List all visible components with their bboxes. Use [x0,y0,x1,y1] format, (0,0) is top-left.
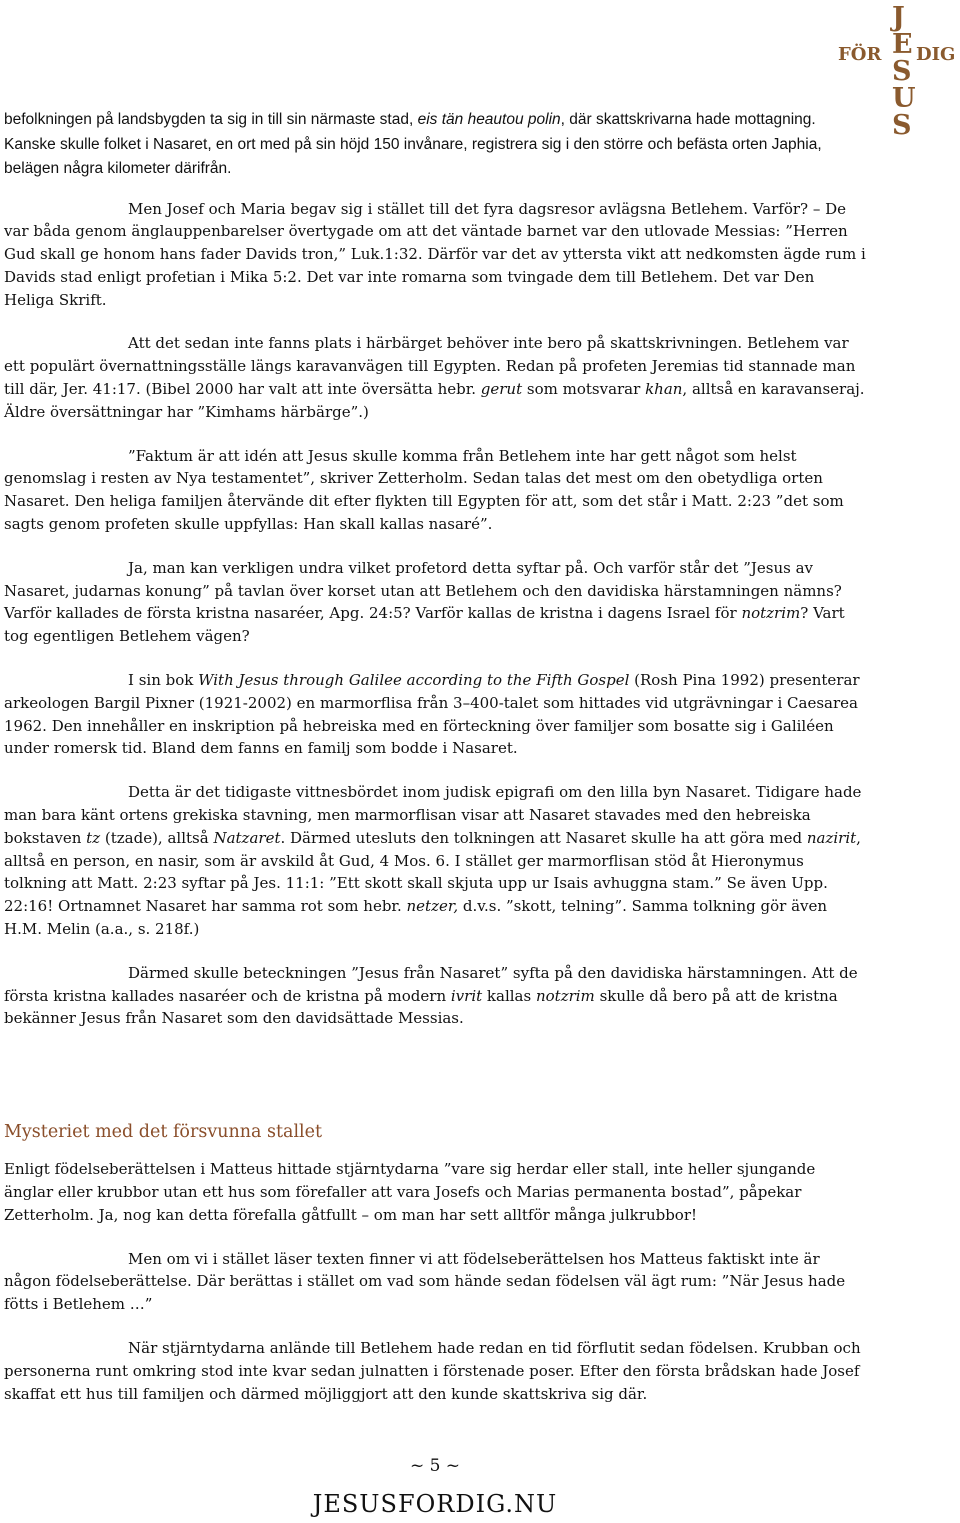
paragraph: befolkningen på landsbygden ta sig in till sin närmaste stad, eis tän heautou polin, där skattskrivarna hade mottagning. Kanske skulle folket i Nasaret, en ort med på sin höjd 150 invånare, registrera sig i den större och befästa orten Japhia, belägen några kilometer därifrån. [4,111,822,177]
footer-site-name: JESUSFORDIG.NU [312,1490,558,1518]
logo-letter: E [892,29,913,60]
logo-word: FÖR [838,44,882,65]
logo-letter: S [892,56,912,87]
paragraph: Enligt födelseberättelsen i Matteus hittade stjärntydarna ”vare sig herdar eller stall, inte heller sjungande änglar eller krubbor utan ett hus som förefaller att vara Josefs och Marias permanenta bostad”, påpekar Zetterholm. Ja, nog kan detta förefalla gåtfullt – om man har sett alltför många julkrubbor! [4,1160,816,1224]
document-body [4,108,866,1426]
paragraph: ”Faktum är att idén att Jesus skulle komma från Betlehem inte har gett något som helst genomslag i resten av Nya testamentet”, skriver Zetterholm. Sedan talas det mest om den obetydliga orten Nasaret. Den heliga familjen återvände dit efter flykten till Egypten för att, som det står i Matt. 2:23 ”det som sagts genom profeten skulle uppfyllas: Han skall kallas nasaré”. [4,446,844,534]
paragraph: I sin bok With Jesus through Galilee according to the Fifth Gospel (Rosh Pina 1992) presenterar arkeologen Bargil Pixner (1921-2002) en marmorflisa från 3–400-talet som hittades vid utgrävningar i Caesarea 1962. Den innehåller en inskription på hebreiska med en förteckning över familjer som bosatte sig i Galiléen under romersk tid. Bland dem fanns en familj som bodde i Nasaret. [4,671,860,758]
paragraph: Därmed skulle beteckningen ”Jesus från Nasaret” syfta på den davidiska härstamningen. Att de första kristna kallades nasaréer och de kristna på modern ivrit kallas notzrim skulle då bero på att de kristna bekänner Jesus från Nasaret som den davidsättade Messias. [4,963,858,1028]
paragraph: Detta är det tidigaste vittnesbördet inom judisk epigrafi om den lilla byn Nasaret. Tidigare hade man bara känt ortens grekiska stavning, men marmorflisan visar att Nasaret stavades med den hebreiska bokstaven tz (tzade), alltså Natzaret. Därmed utesluts den tolkningen att Nasaret skulle ha att göra med nazirit, alltså en person, en nasir, som är avskild åt Gud, 4 Mos. 6. I stället ger marmorflisan stöd åt Hieronymus tolkning att Matt. 2:23 syftar på Jes. 11:1: ”Ett skott skall skjuta upp ur Isais avhuggna stam.” Se även Upp. 22:16! Ortnamnet Nasaret har samma rot som hebr. netzer, d.v.s. ”skott, telning”. Samma tolkning gör även H.M. Melin (a.a., s. 218f.) [4,783,862,939]
logo-letter: S [892,110,912,141]
page-number: ~ 5 ~ [409,1456,461,1476]
paragraph: Men om vi i stället läser texten finner vi att födelseberättelsen hos Matteus faktiskt inte är någon födelseberättelse. Där berättas i stället om vad som hände sedan födelsen väl ägt rum: ”När Jesus hade fötts i Betlehem …” [4,1249,846,1314]
logo-letter: J [892,2,905,33]
paragraph: Ja, man kan verkligen undra vilket profetord detta syftar på. Och varför står det ”Jesus av Nasaret, judarnas konung” på tavlan över korset utan att Betlehem och den davidiska härstamningen nämns? Varför kallades de första kristna nasaréer, Apg. 24:5? Varför kallas de kristna i dagens Israel för notzrim? Vart tog egentligen Betlehem vägen? [4,558,845,646]
logo-word: DIG [916,44,956,65]
paragraph: Men Josef och Maria begav sig i stället till det fyra dagsresor avlägsna Betlehem. Varför? – De var båda genom änglauppenbarelser övertygade om att det väntade barnet var den utlovade Messias: ”Herren Gud skall ge honom hans fader Davids tron,” Luk.1:32. Därför var det av yttersta vikt att nedkomsten ägde rum i Davids stad enligt profetian i Mika 5:2. Det var inte romarna som tvingade dem till Betlehem. Det var Den Heliga Skrift. [4,199,866,309]
section-heading: Mysteriet med det försvunna stallet [4,1122,323,1143]
paragraph: Att det sedan inte fanns plats i härbärget behöver inte bero på skattskrivningen. Betlehem var ett populärt övernattningsställe längs karavanvägen till Egypten. Redan på profeten Jeremias tid stannade man till där, Jer. 41:17. (Bibel 2000 har valt att inte översätta hebr. gerut som motsvarar khan, alltså en karavanseraj. Äldre översättningar har ”Kimhams härbärge”.) [4,334,865,421]
paragraph: När stjärntydarna anlände till Betlehem hade redan en tid förflutit sedan födelsen. Krubban och personerna runt omkring stod inte kvar sedan julnatten i förstenade poser. Efter den första brådskan hade Josef skaffat ett hus till familjen och därmed möjliggjort att den kunde skattskriva sig där. [4,1338,861,1403]
logo-letter: U [892,83,916,114]
